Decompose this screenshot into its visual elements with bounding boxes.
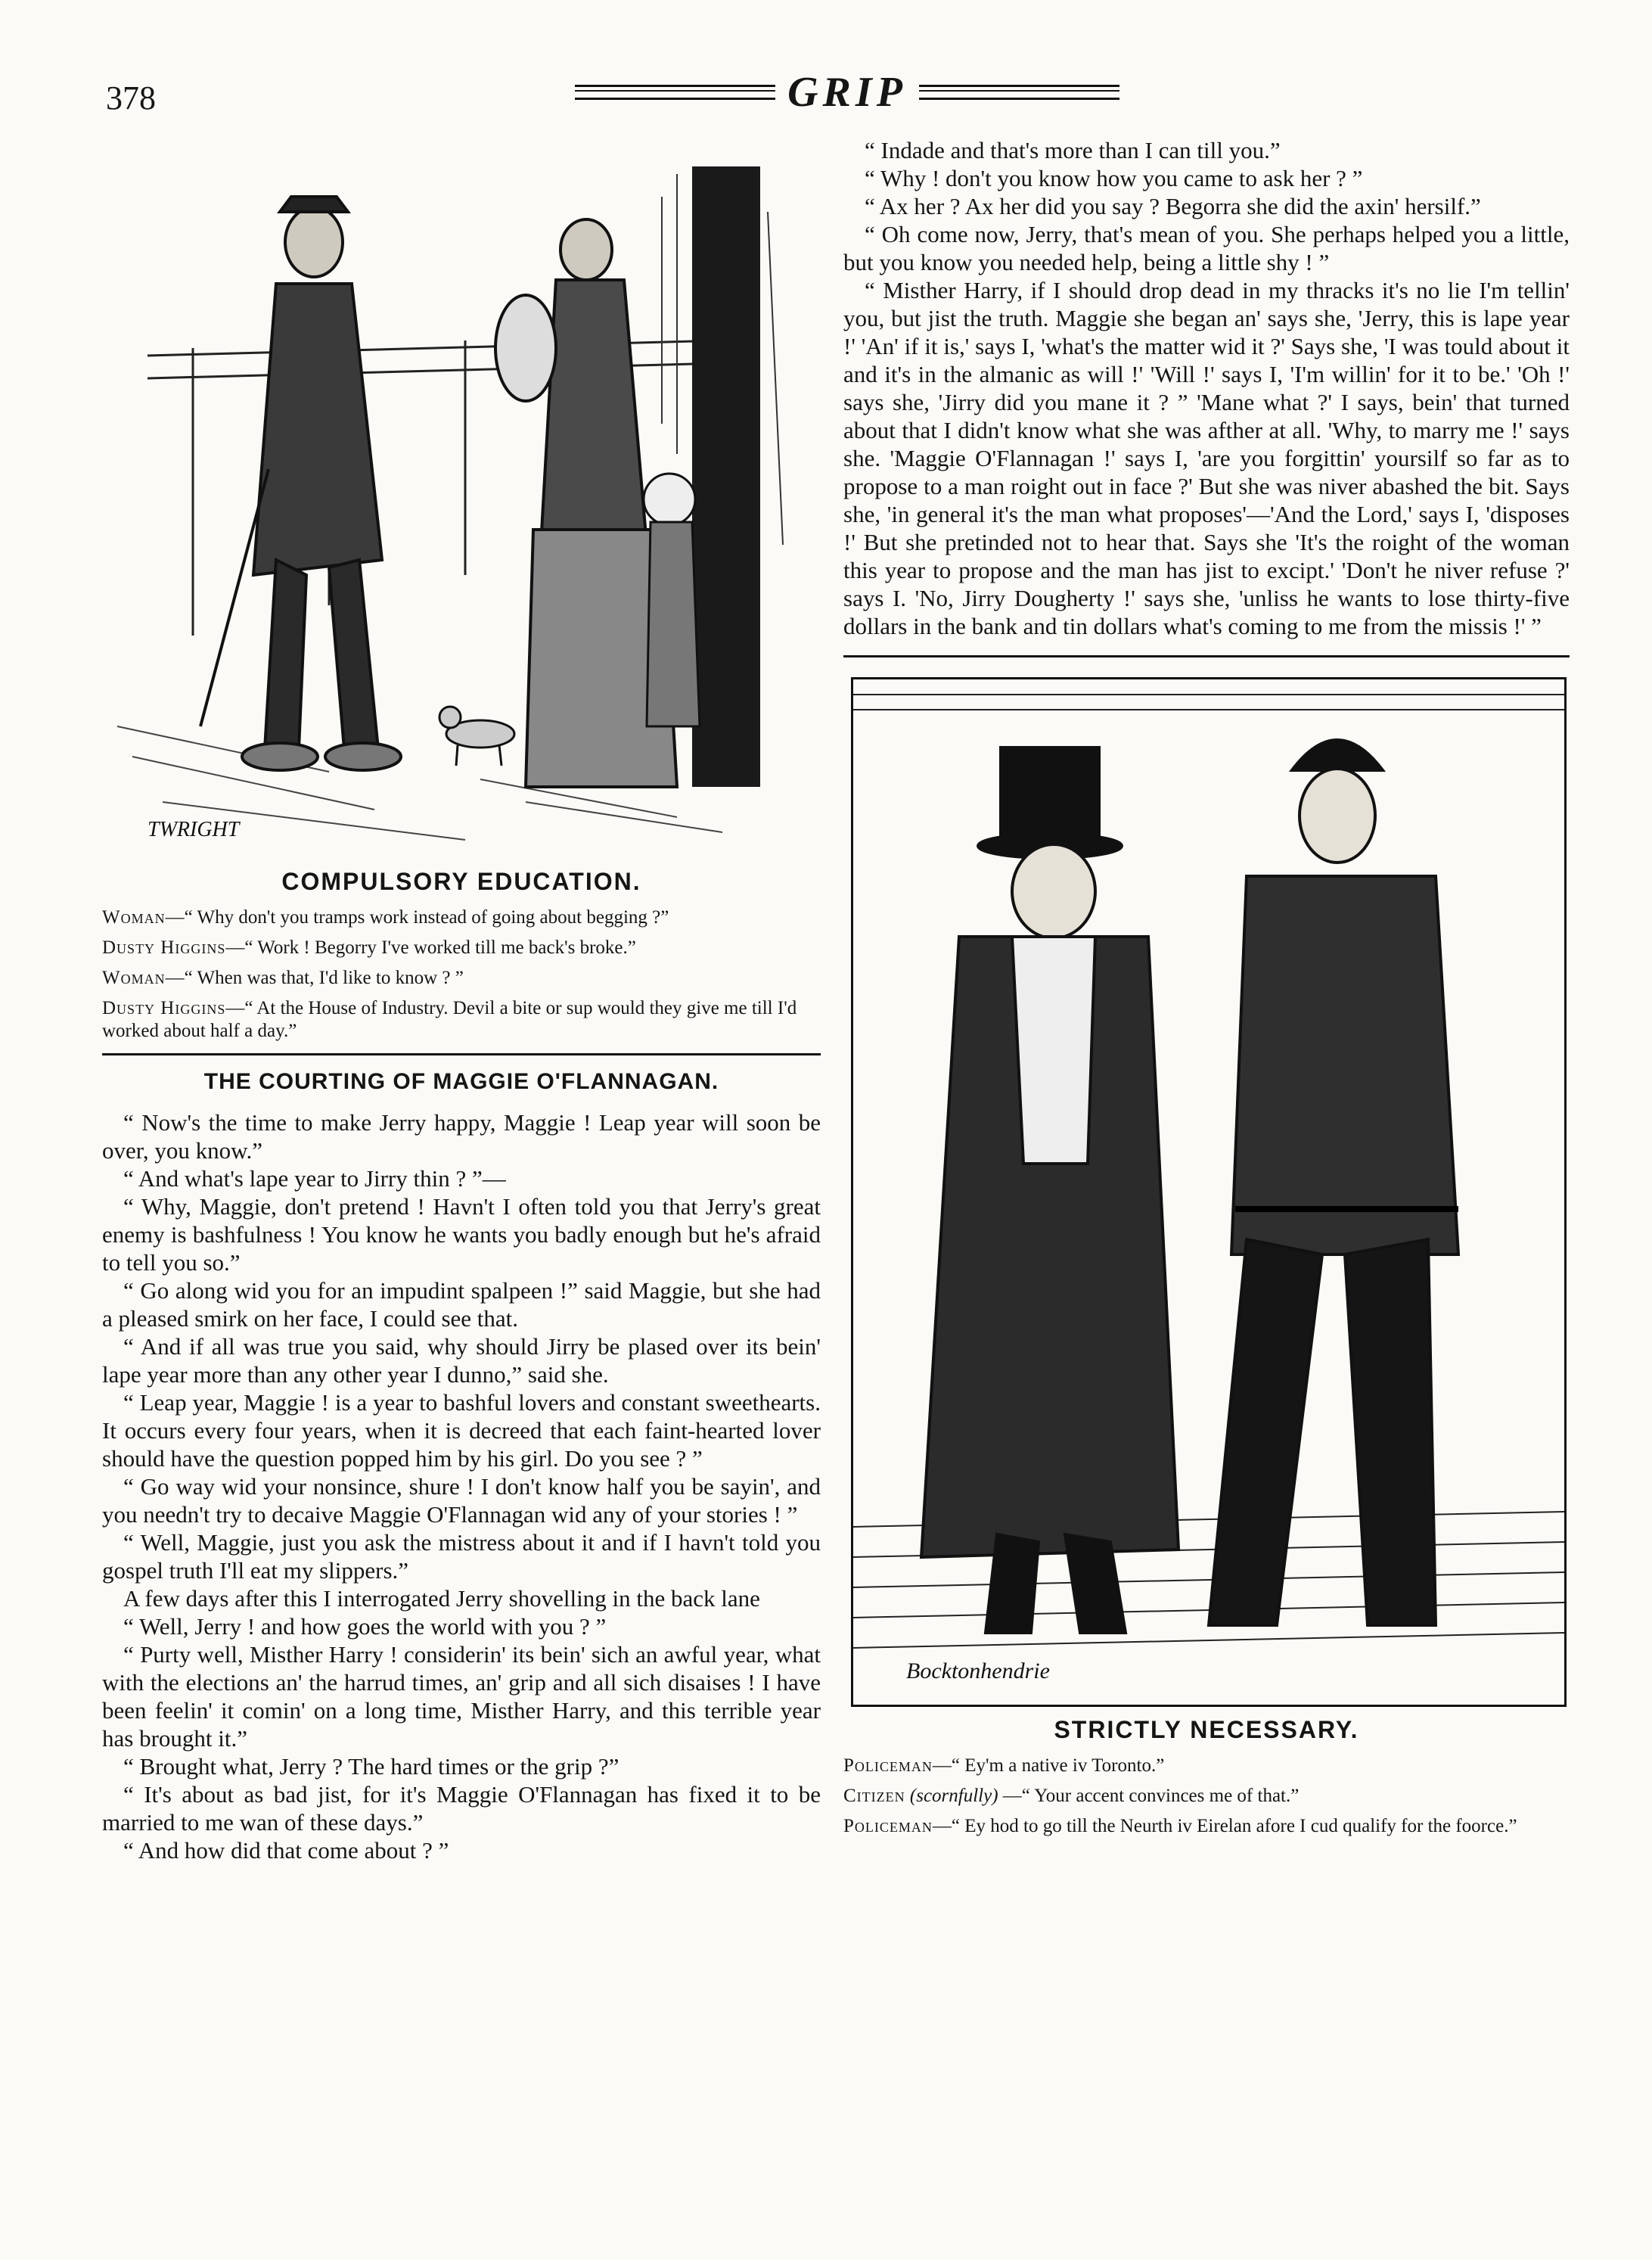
- story-paragraph: “ Why, Maggie, don't pretend ! Havn't I often told you that Jerry's great enemy is bashfulness ! You know he wants you badly enough but he's afraid to tell you so.”: [102, 1193, 821, 1276]
- dialogue-line: [102, 937, 821, 959]
- speaker-label: Woman: [102, 907, 166, 928]
- illustration-signature-right: Bocktonhendrie: [906, 1658, 1050, 1683]
- speaker-label: Dusty Higgins: [102, 937, 226, 958]
- speaker-label: Citizen: [843, 1786, 905, 1806]
- story-paragraph: “ Well, Jerry ! and how goes the world with you ? ”: [123, 1613, 607, 1640]
- dialogue-text: —“ Your accent convinces me of that.”: [998, 1786, 1300, 1806]
- compulsory-education-illustration: [102, 151, 821, 859]
- masthead-rule-left: [575, 85, 775, 100]
- story-title: THE COURTING OF MAGGIE O'FLANNAGAN.: [203, 1069, 719, 1094]
- strictly-necessary-illustration: [851, 677, 1567, 1707]
- dialogue-text: —“ Ey hod to go till the Neurth iv Eirelan afore I cud qualify for the foorce.”: [932, 1816, 1517, 1836]
- dialogue-line: [843, 1785, 1570, 1808]
- strictly-necessary-caption: STRICTLY NECESSARY.: [1054, 1716, 1359, 1743]
- story-paragraph: “ Go way wid your nonsince, shure ! I don't know half you be sayin', and you needn't try to decaive Maggie O'Flannagan wid any of your stories ! ”: [102, 1473, 821, 1528]
- speaker-label: Woman: [102, 968, 166, 988]
- story-paragraph: “ Ax her ? Ax her did you say ? Begorra she did the axin' hersilf.”: [865, 193, 1481, 219]
- story-paragraph: “ Now's the time to make Jerry happy, Maggie ! Leap year will soon be over, you know.”: [102, 1109, 821, 1164]
- story-paragraph: “ Misther Harry, if I should drop dead in my thracks it's no lie I'm tellin' you, but jist the truth. Maggie she began an' says she, 'Jerry, this is lape year !' 'An' if it is,' says I, 'what's the matter wid it ?' Says she, 'I was tould about it and it's in the almanic as will !' 'Will !' says I, 'I'm willin' for it to be.' 'Oh !' says she, 'Jirry did you mane it ? ” 'Mane what ?' I says, bein' that turned about that I didn't know what she was afther at all. 'Why, to marry me !' says she. 'Maggie O'Flannagan !' says I, 'are you forgittin' yoursilf so far as to propose to a man roight out in face ?' But she was niver abashed the bit. Says she, 'in general it's the man what proposes'—'And the Lord,' says I, 'disposes !' But she pretinded not to hear that. Says she 'It's the roight of the woman this year to propose and the man has jist to excipt.' 'Don't he niver refuse ?' says I. 'No, Jirry Dougherty !' says she, 'unliss he wants to lose thirty-five dollars in the bank and tin dollars what's coming to me from the missis !' ”: [843, 277, 1570, 639]
- right-column: [843, 136, 1570, 1845]
- speaker-aside: (scornfully): [909, 1786, 998, 1806]
- dialogue-text: —“ At the House of Industry. Devil a bite or sup would they give me till I'd worked about half a day.”: [102, 998, 797, 1041]
- story-paragraph: “ And if all was true you said, why should Jirry be plased over its bein' lape year more than any other year I dunno,” said she.: [102, 1333, 821, 1388]
- section-divider: [102, 1053, 821, 1055]
- page-number: 378: [106, 79, 156, 117]
- dialogue-line: [843, 1815, 1570, 1838]
- story-paragraph: “ Oh come now, Jerry, that's mean of you. She perhaps helped you a little, but you know you needed help, being a little shy ! ”: [843, 221, 1570, 275]
- story-paragraph: “ And how did that come about ? ”: [123, 1837, 449, 1864]
- speaker-label: Policeman: [843, 1816, 933, 1836]
- dialogue-line: [102, 997, 821, 1043]
- story-body-right: [843, 136, 1570, 640]
- dialogue-text: —“ When was that, I'd like to know ? ”: [165, 968, 464, 988]
- masthead-rule-right: [919, 85, 1119, 100]
- illustration-signature-left: TWRIGHT: [148, 818, 240, 841]
- dialogue-text: —“ Ey'm a native iv Toronto.”: [932, 1755, 1165, 1776]
- story-paragraph: “ It's about as bad jist, for it's Maggie O'Flannagan has fixed it to be married to me wan of these days.”: [102, 1781, 821, 1836]
- section-divider: [843, 655, 1570, 657]
- speaker-label: Policeman: [843, 1755, 933, 1776]
- story-paragraph: “ And what's lape year to Jirry thin ? ”—: [123, 1165, 506, 1192]
- masthead-title: GRIP: [787, 69, 907, 116]
- dialogue-text: —“ Work ! Begorry I've worked till me back's broke.”: [225, 937, 636, 958]
- story-paragraph: “ Brought what, Jerry ? The hard times or the grip ?”: [123, 1753, 620, 1780]
- story-paragraph: A few days after this I interrogated Jerry shovelling in the back lane: [123, 1585, 760, 1612]
- story-paragraph: “ Why ! don't you know how you came to ask her ? ”: [865, 165, 1363, 191]
- speaker-label: Dusty Higgins: [102, 998, 226, 1018]
- dialogue-text: —“ Why don't you tramps work instead of going about begging ?”: [165, 907, 669, 928]
- story-paragraph: “ Indade and that's more than I can till you.”: [865, 137, 1281, 163]
- dialogue-line: [843, 1755, 1570, 1777]
- story-paragraph: “ Purty well, Misther Harry ! considerin' its bein' sich an awful year, what with the elections an' the harrud times, an' grip and all sich disaises ! I have been feelin' it comin' on a long time, Misther Harry, and this terrible year has brought it.”: [102, 1641, 821, 1752]
- left-column: [102, 151, 821, 1864]
- compulsory-education-caption: COMPULSORY EDUCATION.: [281, 868, 641, 895]
- dialogue-line: [102, 967, 821, 990]
- dialogue-line: [102, 906, 821, 929]
- story-paragraph: “ Well, Maggie, just you ask the mistress about it and if I havn't told you gospel truth I'll eat my slippers.”: [102, 1529, 821, 1584]
- story-paragraph: “ Leap year, Maggie ! is a year to bashful lovers and constant sweethearts. It occurs every four years, when it is decreed that each faint-hearted lover should have the question popped him by his girl. Do you see ? ”: [102, 1389, 821, 1472]
- story-paragraph: “ Go along wid you for an impudint spalpeen !” said Maggie, but she had a pleased smirk on her face, I could see that.: [102, 1277, 821, 1332]
- masthead: [575, 70, 1119, 115]
- story-body-left: [102, 1108, 821, 1864]
